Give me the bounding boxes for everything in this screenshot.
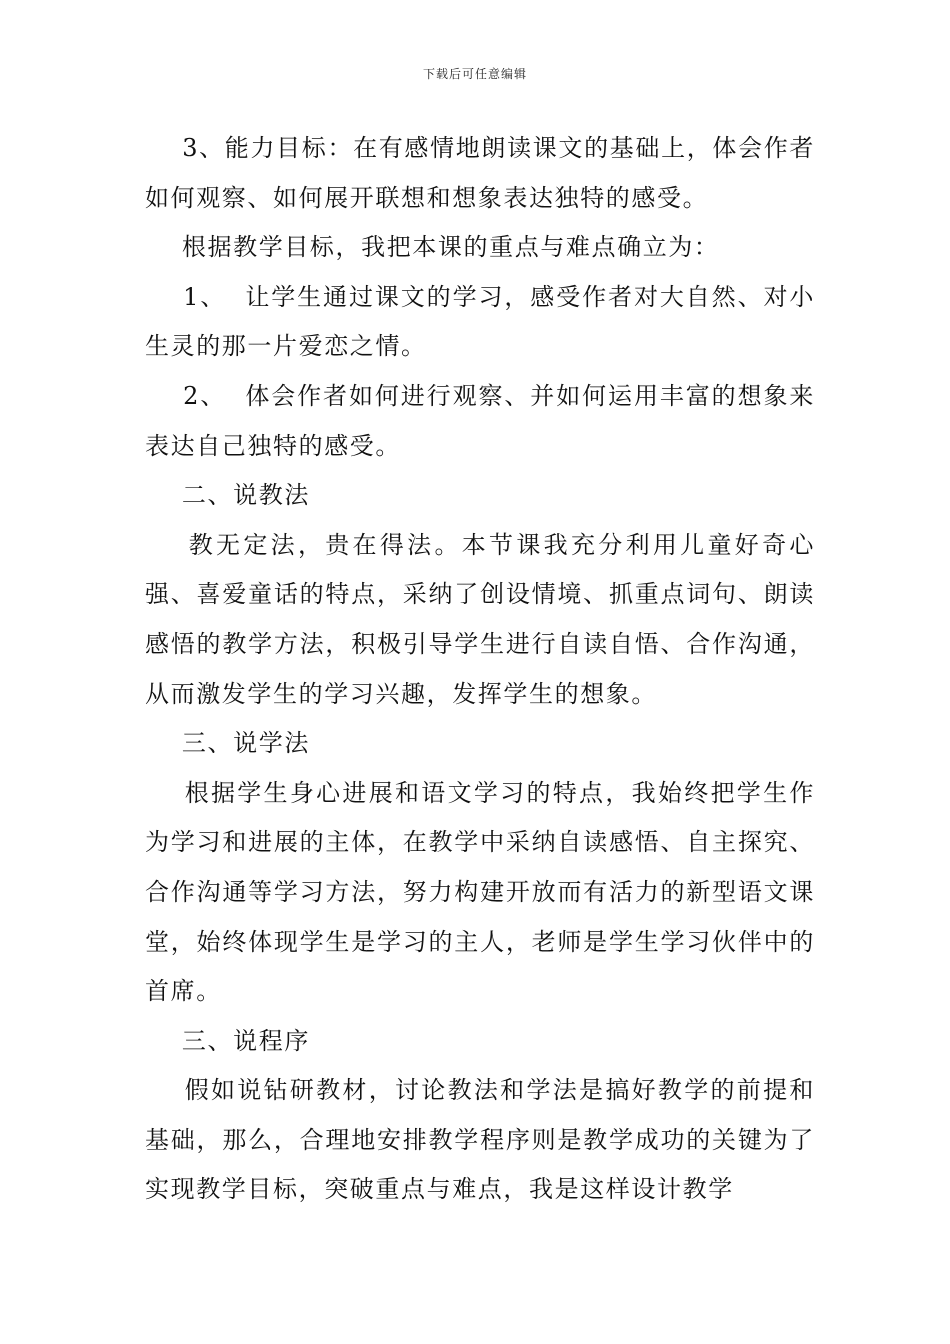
section-heading-procedure: 三、说程序	[145, 1026, 310, 1055]
section-heading-learning-method: 三、说学法	[145, 729, 310, 758]
page-header-note: 下载后可任意编辑	[422, 67, 527, 81]
paragraph-teaching-method: 教无定法，贵在得法。本节课我充分利用儿童好奇心强、喜爱童话的特点，采纳了创设情境、抓重点词句、朗读感悟的教学方法，积极引导学生进行自读自悟、合作沟通，从而激发学生的学习兴趣，发挥学生的想象。	[145, 530, 815, 708]
section-heading-teaching-method: 二、说教法	[145, 481, 310, 510]
document-body	[145, 124, 815, 1215]
paragraph-learning-method: 根据学生身心进展和语文学习的特点，我始终把学生作为学习和进展的主体，在教学中采纳自读感悟、自主探究、合作沟通等学习方法，努力构建开放而有活力的新型语文课堂，始终体现学生是学习的主人，老师是学生学习伙伴中的首席。	[145, 778, 815, 1006]
paragraph-procedure: 假如说钻研教材，讨论教法和学法是搞好教学的前提和基础，那么，合理地安排教学程序则是教学成功的关键为了实现教学目标，突破重点与难点，我是这样设计教学	[145, 1076, 815, 1204]
paragraph-key-point-1: 1、 让学生通过课文的学习，感受作者对大自然、对小生灵的那一片爱恋之情。	[145, 282, 815, 361]
paragraph-ability-goal: 3、能力目标：在有感情地朗读课文的基础上，体会作者如何观察、如何展开联想和想象表达独特的感受。	[145, 134, 815, 212]
paragraph-key-points-intro: 根据教学目标，我把本课的重点与难点确立为：	[145, 233, 720, 262]
paragraph-key-point-2: 2、 体会作者如何进行观察、并如何运用丰富的想象来表达自己独特的感受。	[145, 381, 815, 460]
